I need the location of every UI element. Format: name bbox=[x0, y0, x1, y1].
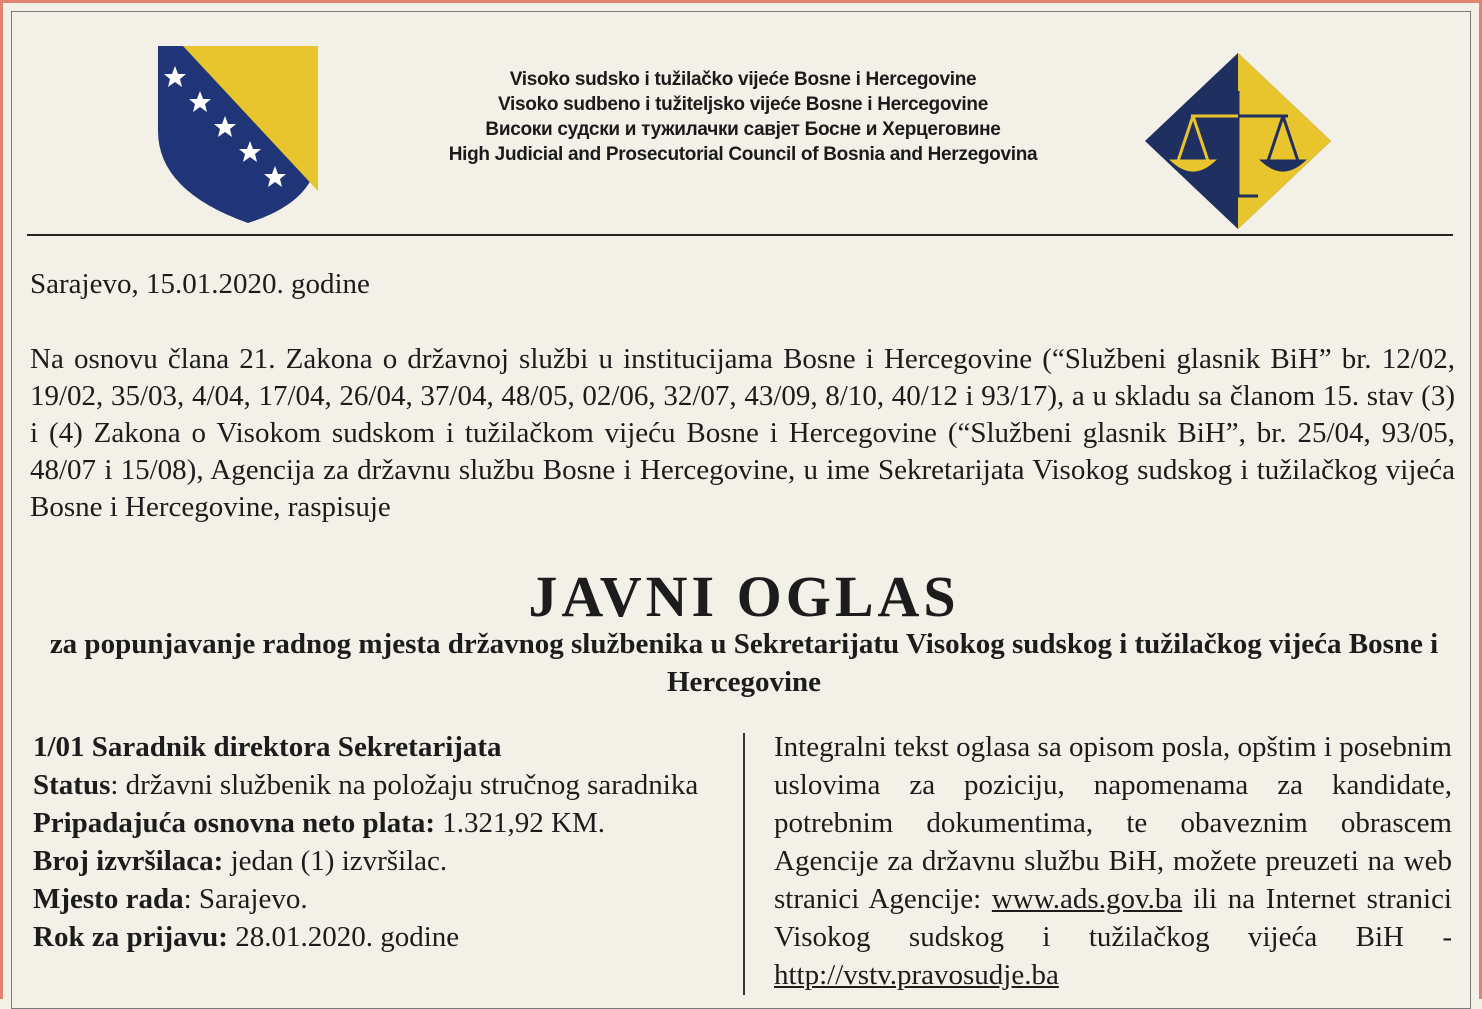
org-name-bosnian: Visoko sudsko i tužilačko vijeće Bosne i Hercegovine bbox=[509, 69, 977, 90]
application-info bbox=[774, 728, 1452, 994]
status-value: : državni službenik na položaju stručnog saradnika bbox=[110, 769, 699, 801]
location-value: : Sarajevo. bbox=[183, 883, 308, 915]
position-heading: 1/01 Saradnik direktora Sekretarijata bbox=[33, 731, 502, 763]
column-divider bbox=[743, 733, 745, 995]
salary-value: 1.321,92 KM. bbox=[435, 807, 605, 839]
location-label: Mjesto rada bbox=[33, 883, 184, 915]
org-name-serbian: Високи судски и тужилачки савјет Босне и Херцеговине bbox=[485, 119, 1001, 140]
salary-label: Pripadajuća osnovna neto plata: bbox=[33, 807, 436, 839]
deadline-line bbox=[33, 918, 718, 956]
status-line bbox=[33, 766, 718, 804]
deadline-label: Rok za prijavu: bbox=[33, 921, 228, 953]
status-label: Status bbox=[33, 769, 111, 801]
intro-paragraph: Na osnovu člana 21. Zakona o državnoj službi u institucijama Bosne i Hercegovine (“Službeni glasnik BiH” br. 12/02, 19/02, 35/03, 4/04, 17/04, 26/04, 37/04, 48/05, 02/06, 32/07, 43/09, 8/10, 40/12 i 93/17), a u skladu sa članom 15. stav (3) i (4) Zakona o Visokom sudskom i tužilačkom vijeću Bosne i Hercegovine (“Službeni glasnik BiH”, br. 25/04, 93/05, 48/07 i 15/08), Agencija za državnu službu Bosne i Hercegovine, u ime Sekretarijata Visokog sudskog i tužilačkog vijeća Bosne i Hercegovine, raspisuje bbox=[30, 343, 1455, 523]
location-line bbox=[33, 880, 718, 918]
info-text-between: ili na Internet stranici Visokog sudskog i tužilačkog vijeća BiH - bbox=[774, 883, 1452, 953]
vstv-link[interactable]: http://vstv.pravosudje.ba bbox=[774, 959, 1059, 991]
info-text: Integralni tekst oglasa sa opisom posla, opštim i posebnim uslovima za poziciju, napomenama za kandidate, potrebnim dokumentima, te obaveznim obrascem Agencije za državnu službu BiH, možete preuzeti na web stranici Agencije: bbox=[774, 731, 1452, 915]
notice-subtitle: za popunjavanje radnog mjesta državnog službenika u Sekretarijatu Visokog sudskog i tužilačkog vijeća Bosne i Hercegovine bbox=[49, 628, 1439, 698]
count-label: Broj izvršilaca: bbox=[33, 845, 224, 877]
deadline-value: 28.01.2020. godine bbox=[227, 921, 460, 953]
count-value: jedan (1) izvršilac. bbox=[223, 845, 448, 877]
salary-line bbox=[33, 804, 718, 842]
position-details bbox=[33, 728, 718, 956]
notice-title: JAVNI OGLAS bbox=[528, 564, 960, 629]
org-name-english: High Judicial and Prosecutorial Council of Bosnia and Herzegovina bbox=[448, 144, 1038, 165]
council-name-block bbox=[393, 67, 1093, 167]
header-divider bbox=[27, 234, 1453, 236]
date-line: Sarajevo, 15.01.2020. godine bbox=[30, 268, 370, 300]
scales-of-justice-icon bbox=[1143, 51, 1333, 231]
org-name-croatian: Visoko sudbeno i tužiteljsko vijeće Bosne i Hercegovine bbox=[498, 94, 988, 115]
count-line bbox=[33, 842, 718, 880]
ads-link[interactable]: www.ads.gov.ba bbox=[991, 883, 1183, 915]
coat-of-arms-icon bbox=[153, 41, 323, 226]
